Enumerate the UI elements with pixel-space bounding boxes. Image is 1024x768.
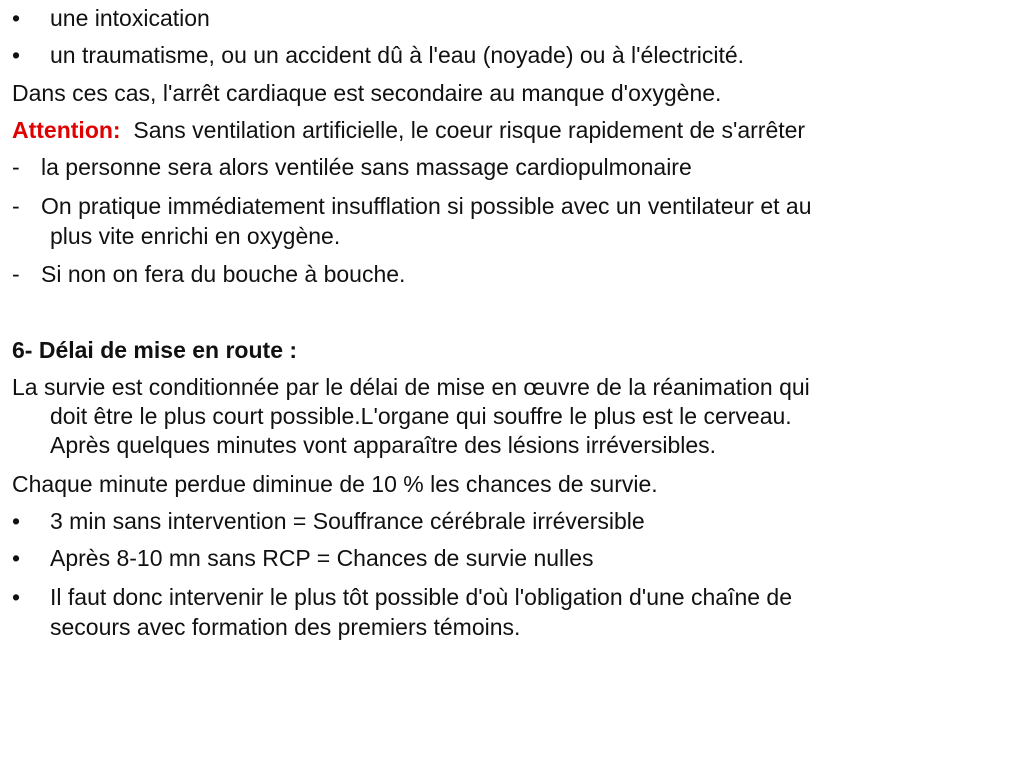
attention-label: Attention: (12, 117, 121, 143)
dash-item-ventilee: la personne sera alors ventilée sans massage cardiopulmonaire (41, 154, 692, 180)
dash-marker: - (12, 261, 20, 287)
attention-text: Sans ventilation artificielle, le coeur risque rapidement de s'arrêter (133, 117, 806, 143)
survival-paragraph-line: La survie est conditionnée par le délai de mise en œuvre de la réanimation qui (12, 374, 810, 400)
bullet-marker: • (12, 545, 21, 571)
bullet-marker: • (12, 508, 21, 534)
bullet-item-intervenir: Il faut donc intervenir le plus tôt possible d'où l'obligation d'une chaîne de (50, 584, 792, 610)
survival-paragraph-line: Après quelques minutes vont apparaître des lésions irréversibles. (50, 432, 717, 458)
dash-marker: - (12, 193, 20, 219)
survival-paragraph-line: doit être le plus court possible.L'organe qui souffre le plus est le cerveau. (50, 403, 792, 429)
bullet-item-intoxication: une intoxication (50, 5, 210, 31)
attention-line (12, 115, 805, 145)
bullet-marker: • (12, 5, 21, 31)
dash-item-bouche: Si non on fera du bouche à bouche. (41, 261, 406, 287)
bullet-marker: • (12, 42, 21, 68)
section-heading: 6- Délai de mise en route : (12, 337, 298, 363)
dash-item-insufflation: On pratique immédiatement insufflation si possible avec un ventilateur et au (41, 193, 812, 219)
bullet-item-intervenir-cont: secours avec formation des premiers témoins. (50, 614, 521, 640)
bullet-item-8-10mn: Après 8-10 mn sans RCP = Chances de survie nulles (50, 545, 594, 571)
dash-marker: - (12, 154, 20, 180)
bullet-item-3min: 3 min sans intervention = Souffrance cérébrale irréversible (50, 508, 645, 534)
bullet-item-traumatisme: un traumatisme, ou un accident dû à l'eau (noyade) ou à l'électricité. (50, 42, 745, 68)
secondary-sentence: Dans ces cas, l'arrêt cardiaque est secondaire au manque d'oxygène. (12, 80, 722, 106)
minute-line: Chaque minute perdue diminue de 10 % les chances de survie. (12, 471, 658, 497)
bullet-marker: • (12, 584, 21, 610)
dash-item-insufflation-cont: plus vite enrichi en oxygène. (50, 223, 341, 249)
